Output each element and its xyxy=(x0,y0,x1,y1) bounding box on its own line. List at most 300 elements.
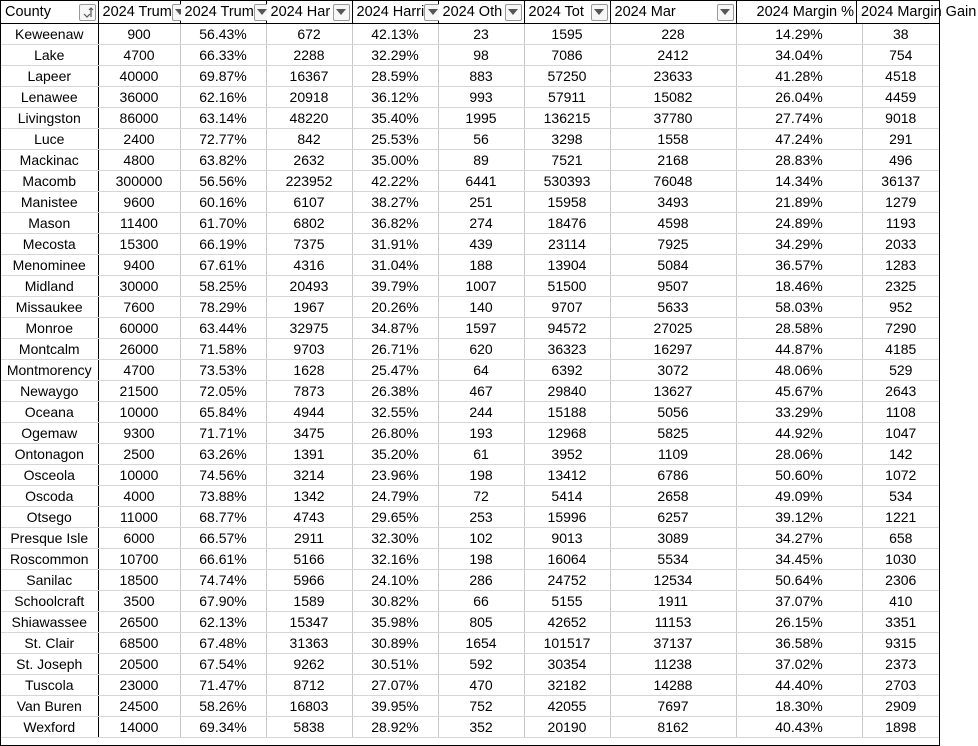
county-cell[interactable]: Mason xyxy=(1,213,98,234)
data-cell[interactable]: 56.56% xyxy=(180,171,266,192)
county-cell[interactable]: Wexford xyxy=(1,717,98,738)
data-cell[interactable]: 18500 xyxy=(98,570,180,591)
data-cell[interactable]: 36137 xyxy=(881,173,921,189)
data-cell[interactable]: 529 xyxy=(889,362,913,378)
data-cell[interactable]: 63.82% xyxy=(180,150,266,171)
data-cell[interactable]: 25.47% xyxy=(352,360,438,381)
data-cell[interactable]: 1995 xyxy=(438,108,524,129)
data-cell[interactable]: 71.71% xyxy=(180,423,266,444)
county-cell[interactable]: Lapeer xyxy=(1,66,98,87)
data-cell[interactable]: 14000 xyxy=(98,717,180,738)
data-cell[interactable]: 13412 xyxy=(524,465,610,486)
data-cell[interactable]: 952 xyxy=(889,299,913,315)
data-cell[interactable]: 39.12% xyxy=(737,507,863,527)
data-cell[interactable]: 34.29% xyxy=(737,234,863,254)
filter-button-total[interactable] xyxy=(591,4,608,21)
data-cell[interactable]: 6441 xyxy=(438,171,524,192)
county-cell[interactable]: Lenawee xyxy=(1,87,98,108)
data-cell[interactable]: 32.16% xyxy=(352,549,438,570)
data-cell[interactable]: 57250 xyxy=(524,66,610,87)
county-cell[interactable]: Sanilac xyxy=(1,570,98,591)
data-cell[interactable]: 291 xyxy=(889,131,913,147)
data-cell[interactable]: 10700 xyxy=(98,549,180,570)
data-cell[interactable]: 47.24% xyxy=(737,129,863,149)
data-cell[interactable]: 5966 xyxy=(266,570,352,591)
data-cell[interactable]: 223952 xyxy=(266,171,352,192)
data-cell[interactable]: 20918 xyxy=(266,87,352,108)
data-cell[interactable]: 37.02% xyxy=(737,654,863,674)
data-cell[interactable]: 8712 xyxy=(266,675,352,696)
data-cell[interactable]: 76048 xyxy=(610,171,736,192)
data-cell[interactable]: 32182 xyxy=(524,675,610,696)
data-cell[interactable]: 67.61% xyxy=(180,255,266,276)
data-cell[interactable]: 4743 xyxy=(266,507,352,528)
data-cell[interactable]: 14.29% xyxy=(737,24,863,44)
data-cell[interactable]: 34.45% xyxy=(737,549,863,569)
data-cell[interactable]: 29840 xyxy=(524,381,610,402)
data-cell[interactable]: 30.51% xyxy=(352,654,438,675)
data-cell[interactable]: 900 xyxy=(98,24,180,45)
data-cell[interactable]: 18476 xyxy=(524,213,610,234)
data-cell[interactable]: 73.88% xyxy=(180,486,266,507)
data-cell[interactable]: 20500 xyxy=(98,654,180,675)
data-cell[interactable]: 592 xyxy=(438,654,524,675)
data-cell[interactable]: 36000 xyxy=(98,87,180,108)
data-cell[interactable]: 26.15% xyxy=(737,612,863,632)
data-cell[interactable]: 5155 xyxy=(524,591,610,612)
data-cell[interactable]: 620 xyxy=(438,339,524,360)
data-cell[interactable]: 7375 xyxy=(266,234,352,255)
data-cell[interactable]: 16367 xyxy=(266,66,352,87)
data-cell[interactable]: 58.03% xyxy=(737,297,863,317)
data-cell[interactable]: 11153 xyxy=(610,612,736,633)
data-cell[interactable]: 42.13% xyxy=(352,24,438,45)
county-cell[interactable]: Schoolcraft xyxy=(1,591,98,612)
data-cell[interactable]: 71.58% xyxy=(180,339,266,360)
data-cell[interactable]: 35.00% xyxy=(352,150,438,171)
data-cell[interactable]: 26.38% xyxy=(352,381,438,402)
data-cell[interactable]: 5414 xyxy=(524,486,610,507)
county-cell[interactable]: Ontonagon xyxy=(1,444,98,465)
data-cell[interactable]: 274 xyxy=(438,213,524,234)
data-cell[interactable]: 56.43% xyxy=(180,24,266,45)
filter-button-other[interactable] xyxy=(505,4,522,21)
data-cell[interactable]: 2306 xyxy=(885,572,917,588)
data-cell[interactable]: 228 xyxy=(610,24,736,45)
data-cell[interactable]: 68500 xyxy=(98,633,180,654)
data-cell[interactable]: 63.26% xyxy=(180,444,266,465)
data-cell[interactable]: 50.64% xyxy=(737,570,863,590)
data-cell[interactable]: 2400 xyxy=(98,129,180,150)
data-cell[interactable]: 1595 xyxy=(524,24,610,45)
data-cell[interactable]: 7697 xyxy=(610,696,736,717)
data-cell[interactable]: 3072 xyxy=(610,360,736,381)
data-cell[interactable]: 27025 xyxy=(610,318,736,339)
data-cell[interactable]: 32.55% xyxy=(352,402,438,423)
data-cell[interactable]: 140 xyxy=(438,297,524,318)
data-cell[interactable]: 23 xyxy=(438,24,524,45)
data-cell[interactable]: 86000 xyxy=(98,108,180,129)
data-cell[interactable]: 3493 xyxy=(610,192,736,213)
county-cell[interactable]: Livingston xyxy=(1,108,98,129)
data-cell[interactable]: 13627 xyxy=(610,381,736,402)
data-cell[interactable]: 5166 xyxy=(266,549,352,570)
data-cell[interactable]: 7290 xyxy=(885,320,917,336)
data-cell[interactable]: 2911 xyxy=(266,528,352,549)
data-cell[interactable]: 20.26% xyxy=(352,297,438,318)
data-cell[interactable]: 1030 xyxy=(885,551,917,567)
data-cell[interactable]: 31363 xyxy=(266,633,352,654)
data-cell[interactable]: 5825 xyxy=(610,423,736,444)
data-cell[interactable]: 27.74% xyxy=(737,108,863,128)
data-cell[interactable]: 34.27% xyxy=(737,528,863,548)
data-cell[interactable]: 1221 xyxy=(885,509,917,525)
data-cell[interactable]: 2703 xyxy=(885,677,917,693)
data-cell[interactable]: 24500 xyxy=(98,696,180,717)
data-cell[interactable]: 3475 xyxy=(266,423,352,444)
data-cell[interactable]: 44.87% xyxy=(737,339,863,359)
data-cell[interactable]: 193 xyxy=(438,423,524,444)
data-cell[interactable]: 67.54% xyxy=(180,654,266,675)
data-cell[interactable]: 61 xyxy=(438,444,524,465)
county-cell[interactable]: Mackinac xyxy=(1,150,98,171)
data-cell[interactable]: 9600 xyxy=(98,192,180,213)
data-cell[interactable]: 35.40% xyxy=(352,108,438,129)
data-cell[interactable]: 23000 xyxy=(98,675,180,696)
county-cell[interactable]: Missaukee xyxy=(1,297,98,318)
data-cell[interactable]: 993 xyxy=(438,87,524,108)
data-cell[interactable]: 30354 xyxy=(524,654,610,675)
data-cell[interactable]: 6257 xyxy=(610,507,736,528)
data-cell[interactable]: 66.61% xyxy=(180,549,266,570)
data-cell[interactable]: 37137 xyxy=(610,633,736,654)
data-cell[interactable]: 188 xyxy=(438,255,524,276)
data-cell[interactable]: 74.74% xyxy=(180,570,266,591)
data-cell[interactable]: 42.22% xyxy=(352,171,438,192)
data-cell[interactable]: 12968 xyxy=(524,423,610,444)
county-cell[interactable]: St. Clair xyxy=(1,633,98,654)
data-cell[interactable]: 28.58% xyxy=(737,318,863,338)
data-cell[interactable]: 244 xyxy=(438,402,524,423)
data-cell[interactable]: 42055 xyxy=(524,696,610,717)
data-cell[interactable]: 23.96% xyxy=(352,465,438,486)
data-cell[interactable]: 20493 xyxy=(266,276,352,297)
data-cell[interactable]: 1342 xyxy=(266,486,352,507)
data-cell[interactable]: 530393 xyxy=(524,171,610,192)
data-cell[interactable]: 44.92% xyxy=(737,423,863,443)
data-cell[interactable]: 2373 xyxy=(885,656,917,672)
data-cell[interactable]: 439 xyxy=(438,234,524,255)
data-cell[interactable]: 4598 xyxy=(610,213,736,234)
data-cell[interactable]: 71.47% xyxy=(180,675,266,696)
data-cell[interactable]: 15347 xyxy=(266,612,352,633)
data-cell[interactable]: 41.28% xyxy=(737,66,863,86)
data-cell[interactable]: 9400 xyxy=(98,255,180,276)
data-cell[interactable]: 12534 xyxy=(610,570,736,591)
data-cell[interactable]: 26000 xyxy=(98,339,180,360)
data-cell[interactable]: 3952 xyxy=(524,444,610,465)
data-cell[interactable]: 26.04% xyxy=(737,87,863,107)
data-cell[interactable]: 1072 xyxy=(885,467,917,483)
data-cell[interactable]: 4000 xyxy=(98,486,180,507)
data-cell[interactable]: 805 xyxy=(438,612,524,633)
data-cell[interactable]: 410 xyxy=(889,593,913,609)
county-cell[interactable]: Midland xyxy=(1,276,98,297)
county-cell[interactable]: Ogemaw xyxy=(1,423,98,444)
data-cell[interactable]: 5838 xyxy=(266,717,352,738)
county-cell[interactable]: Van Buren xyxy=(1,696,98,717)
data-cell[interactable]: 3351 xyxy=(885,614,917,630)
data-cell[interactable]: 7086 xyxy=(524,45,610,66)
data-cell[interactable]: 3089 xyxy=(610,528,736,549)
data-cell[interactable]: 1967 xyxy=(266,297,352,318)
data-cell[interactable]: 4700 xyxy=(98,45,180,66)
data-cell[interactable]: 9262 xyxy=(266,654,352,675)
data-cell[interactable]: 9300 xyxy=(98,423,180,444)
data-cell[interactable]: 39.79% xyxy=(352,276,438,297)
data-cell[interactable]: 57911 xyxy=(524,87,610,108)
data-cell[interactable]: 30.89% xyxy=(352,633,438,654)
county-cell[interactable]: Lake xyxy=(1,45,98,66)
data-cell[interactable]: 7925 xyxy=(610,234,736,255)
data-cell[interactable]: 69.87% xyxy=(180,66,266,87)
data-cell[interactable]: 24.79% xyxy=(352,486,438,507)
county-cell[interactable]: Montmorency xyxy=(1,360,98,381)
data-cell[interactable]: 2658 xyxy=(610,486,736,507)
data-cell[interactable]: 300000 xyxy=(98,171,180,192)
data-cell[interactable]: 16064 xyxy=(524,549,610,570)
data-cell[interactable]: 44.40% xyxy=(737,675,863,695)
data-cell[interactable]: 1283 xyxy=(885,257,917,273)
data-cell[interactable]: 58.26% xyxy=(180,696,266,717)
data-cell[interactable]: 7600 xyxy=(98,297,180,318)
county-cell[interactable]: Tuscola xyxy=(1,675,98,696)
data-cell[interactable]: 66 xyxy=(438,591,524,612)
data-cell[interactable]: 50.60% xyxy=(737,465,863,485)
data-cell[interactable]: 15958 xyxy=(524,192,610,213)
data-cell[interactable]: 30.82% xyxy=(352,591,438,612)
data-cell[interactable]: 658 xyxy=(889,530,913,546)
data-cell[interactable]: 9707 xyxy=(524,297,610,318)
data-cell[interactable]: 842 xyxy=(266,129,352,150)
data-cell[interactable]: 62.16% xyxy=(180,87,266,108)
data-cell[interactable]: 89 xyxy=(438,150,524,171)
data-cell[interactable]: 31.04% xyxy=(352,255,438,276)
data-cell[interactable]: 1047 xyxy=(885,425,917,441)
data-cell[interactable]: 7521 xyxy=(524,150,610,171)
data-cell[interactable]: 24.89% xyxy=(737,213,863,233)
data-cell[interactable]: 1108 xyxy=(885,404,916,420)
data-cell[interactable]: 2909 xyxy=(885,698,917,714)
data-cell[interactable]: 754 xyxy=(889,47,913,63)
data-cell[interactable]: 36.58% xyxy=(737,633,863,653)
data-cell[interactable]: 98 xyxy=(438,45,524,66)
data-cell[interactable]: 64 xyxy=(438,360,524,381)
data-cell[interactable]: 4800 xyxy=(98,150,180,171)
data-cell[interactable]: 9315 xyxy=(885,635,917,651)
data-cell[interactable]: 6392 xyxy=(524,360,610,381)
data-cell[interactable]: 24752 xyxy=(524,570,610,591)
data-cell[interactable]: 28.06% xyxy=(737,444,863,464)
data-cell[interactable]: 1007 xyxy=(438,276,524,297)
data-cell[interactable]: 1558 xyxy=(610,129,736,150)
data-cell[interactable]: 198 xyxy=(438,549,524,570)
county-cell[interactable]: Menominee xyxy=(1,255,98,276)
data-cell[interactable]: 67.90% xyxy=(180,591,266,612)
data-cell[interactable]: 38 xyxy=(892,26,909,42)
data-cell[interactable]: 60.16% xyxy=(180,192,266,213)
data-cell[interactable]: 7873 xyxy=(266,381,352,402)
data-cell[interactable]: 672 xyxy=(266,24,352,45)
data-cell[interactable]: 4518 xyxy=(885,68,917,84)
data-cell[interactable]: 6802 xyxy=(266,213,352,234)
data-cell[interactable]: 61.70% xyxy=(180,213,266,234)
data-cell[interactable]: 21500 xyxy=(98,381,180,402)
data-cell[interactable]: 1193 xyxy=(885,215,916,231)
data-cell[interactable]: 63.44% xyxy=(180,318,266,339)
data-cell[interactable]: 24.10% xyxy=(352,570,438,591)
data-cell[interactable]: 72.77% xyxy=(180,129,266,150)
data-cell[interactable]: 34.87% xyxy=(352,318,438,339)
data-cell[interactable]: 33.29% xyxy=(737,402,863,422)
data-cell[interactable]: 65.84% xyxy=(180,402,266,423)
data-cell[interactable]: 28.92% xyxy=(352,717,438,738)
data-cell[interactable]: 5056 xyxy=(610,402,736,423)
data-cell[interactable]: 1911 xyxy=(610,591,736,612)
county-cell[interactable]: Monroe xyxy=(1,318,98,339)
sort-filter-button-county[interactable] xyxy=(79,4,96,21)
data-cell[interactable]: 286 xyxy=(438,570,524,591)
county-cell[interactable]: Newaygo xyxy=(1,381,98,402)
data-cell[interactable]: 69.34% xyxy=(180,717,266,738)
data-cell[interactable]: 78.29% xyxy=(180,297,266,318)
data-cell[interactable]: 883 xyxy=(438,66,524,87)
data-cell[interactable]: 102 xyxy=(438,528,524,549)
data-cell[interactable]: 11000 xyxy=(98,507,180,528)
data-cell[interactable]: 2643 xyxy=(885,383,917,399)
data-cell[interactable]: 8162 xyxy=(610,717,736,738)
data-cell[interactable]: 251 xyxy=(438,192,524,213)
data-cell[interactable]: 1628 xyxy=(266,360,352,381)
data-cell[interactable]: 2033 xyxy=(885,236,917,252)
county-cell[interactable]: Macomb xyxy=(1,171,98,192)
data-cell[interactable]: 1391 xyxy=(266,444,352,465)
data-cell[interactable]: 36323 xyxy=(524,339,610,360)
data-cell[interactable]: 2632 xyxy=(266,150,352,171)
data-cell[interactable]: 20190 xyxy=(524,717,610,738)
data-cell[interactable]: 23633 xyxy=(610,66,736,87)
data-cell[interactable]: 2288 xyxy=(266,45,352,66)
county-cell[interactable]: Luce xyxy=(1,129,98,150)
data-cell[interactable]: 2325 xyxy=(885,278,917,294)
data-cell[interactable]: 496 xyxy=(889,152,913,168)
county-cell[interactable]: Oceana xyxy=(1,402,98,423)
data-cell[interactable]: 63.14% xyxy=(180,108,266,129)
data-cell[interactable]: 72 xyxy=(438,486,524,507)
data-cell[interactable]: 1898 xyxy=(885,719,917,735)
data-cell[interactable]: 18.30% xyxy=(737,696,863,716)
data-cell[interactable]: 73.53% xyxy=(180,360,266,381)
data-cell[interactable]: 9703 xyxy=(266,339,352,360)
data-cell[interactable]: 58.25% xyxy=(180,276,266,297)
data-cell[interactable]: 13904 xyxy=(524,255,610,276)
data-cell[interactable]: 5633 xyxy=(610,297,736,318)
data-cell[interactable]: 21.89% xyxy=(737,192,863,212)
filter-button-harris[interactable] xyxy=(333,4,350,21)
data-cell[interactable]: 28.59% xyxy=(352,66,438,87)
data-cell[interactable]: 470 xyxy=(438,675,524,696)
data-cell[interactable]: 45.67% xyxy=(737,381,863,401)
data-cell[interactable]: 40000 xyxy=(98,66,180,87)
county-cell[interactable]: Montcalm xyxy=(1,339,98,360)
data-cell[interactable]: 4316 xyxy=(266,255,352,276)
data-cell[interactable]: 10000 xyxy=(98,465,180,486)
data-cell[interactable]: 42652 xyxy=(524,612,610,633)
data-cell[interactable]: 37.07% xyxy=(737,591,863,611)
data-cell[interactable]: 60000 xyxy=(98,318,180,339)
data-cell[interactable]: 10000 xyxy=(98,402,180,423)
data-cell[interactable]: 26.80% xyxy=(352,423,438,444)
data-cell[interactable]: 136215 xyxy=(524,108,610,129)
data-cell[interactable]: 6000 xyxy=(98,528,180,549)
data-cell[interactable]: 18.46% xyxy=(737,276,863,296)
data-cell[interactable]: 14.34% xyxy=(737,171,863,191)
data-cell[interactable]: 30000 xyxy=(98,276,180,297)
county-cell[interactable]: Osceola xyxy=(1,465,98,486)
data-cell[interactable]: 16297 xyxy=(610,339,736,360)
data-cell[interactable]: 3214 xyxy=(266,465,352,486)
data-cell[interactable]: 51500 xyxy=(524,276,610,297)
data-cell[interactable]: 29.65% xyxy=(352,507,438,528)
data-cell[interactable]: 2412 xyxy=(610,45,736,66)
data-cell[interactable]: 72.05% xyxy=(180,381,266,402)
data-cell[interactable]: 9507 xyxy=(610,276,736,297)
data-cell[interactable]: 74.56% xyxy=(180,465,266,486)
data-cell[interactable]: 467 xyxy=(438,381,524,402)
data-cell[interactable]: 62.13% xyxy=(180,612,266,633)
county-cell[interactable]: Otsego xyxy=(1,507,98,528)
data-cell[interactable]: 26.71% xyxy=(352,339,438,360)
data-cell[interactable]: 15996 xyxy=(524,507,610,528)
data-cell[interactable]: 352 xyxy=(438,717,524,738)
data-cell[interactable]: 28.83% xyxy=(737,150,863,170)
data-cell[interactable]: 68.77% xyxy=(180,507,266,528)
data-cell[interactable]: 4185 xyxy=(885,341,917,357)
data-cell[interactable]: 534 xyxy=(889,488,913,504)
filter-button-margin[interactable] xyxy=(717,4,734,21)
data-cell[interactable]: 27.07% xyxy=(352,675,438,696)
data-cell[interactable]: 2168 xyxy=(610,150,736,171)
data-cell[interactable]: 6786 xyxy=(610,465,736,486)
data-cell[interactable]: 9018 xyxy=(885,110,917,126)
county-cell[interactable]: Manistee xyxy=(1,192,98,213)
data-cell[interactable]: 1654 xyxy=(438,633,524,654)
county-cell[interactable]: St. Joseph xyxy=(1,654,98,675)
data-cell[interactable]: 49.09% xyxy=(737,486,863,506)
data-cell[interactable]: 15082 xyxy=(610,87,736,108)
data-cell[interactable]: 1589 xyxy=(266,591,352,612)
data-cell[interactable]: 1279 xyxy=(885,194,917,210)
data-cell[interactable]: 6107 xyxy=(266,192,352,213)
data-cell[interactable]: 11400 xyxy=(98,213,180,234)
data-cell[interactable]: 23114 xyxy=(524,234,610,255)
data-cell[interactable]: 14288 xyxy=(610,675,736,696)
data-cell[interactable]: 66.33% xyxy=(180,45,266,66)
data-cell[interactable]: 253 xyxy=(438,507,524,528)
data-cell[interactable]: 4944 xyxy=(266,402,352,423)
data-cell[interactable]: 31.91% xyxy=(352,234,438,255)
data-cell[interactable]: 15188 xyxy=(524,402,610,423)
